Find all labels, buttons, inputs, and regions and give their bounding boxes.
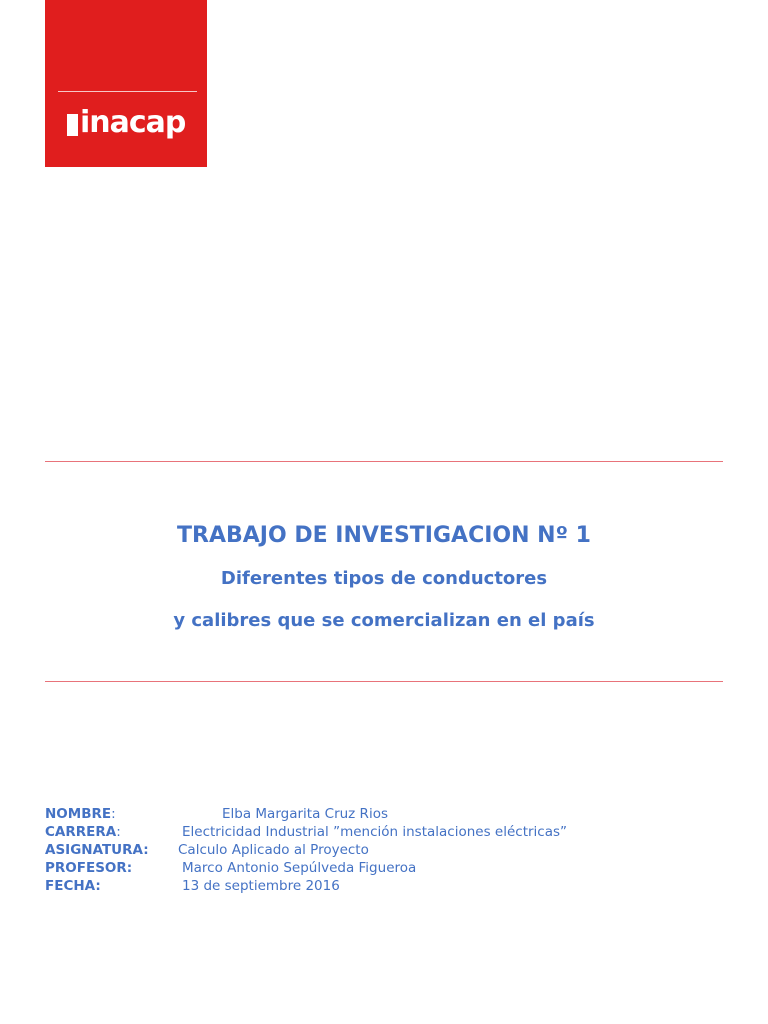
document-subtitle-line-1: Diferentes tipos de conductores xyxy=(220,568,548,589)
info-value: Electricidad Industrial ”mención instalaciones eléctricas” xyxy=(182,824,568,840)
logo-wordmark xyxy=(67,105,186,140)
top-divider xyxy=(45,461,723,462)
info-value: 13 de septiembre 2016 xyxy=(182,878,340,894)
info-label: CARRERA: xyxy=(45,824,121,840)
info-label: FECHA: xyxy=(45,878,101,894)
info-value: Elba Margarita Cruz Rios xyxy=(222,806,388,822)
document-subtitle-line-2: y calibres que se comercializan en el país xyxy=(173,610,595,631)
info-label: NOMBRE: xyxy=(45,806,116,822)
logo-text: inacap xyxy=(80,105,186,140)
info-label: PROFESOR: xyxy=(45,860,133,876)
info-value: Calculo Aplicado al Proyecto xyxy=(178,842,369,858)
logo-divider xyxy=(58,91,197,92)
logo-square-icon xyxy=(67,114,78,136)
document-title: TRABAJO DE INVESTIGACION Nº 1 xyxy=(177,523,591,548)
inacap-logo xyxy=(45,0,207,167)
info-label: ASIGNATURA: xyxy=(45,842,149,858)
bottom-divider xyxy=(45,681,723,682)
info-value: Marco Antonio Sepúlveda Figueroa xyxy=(182,860,417,876)
